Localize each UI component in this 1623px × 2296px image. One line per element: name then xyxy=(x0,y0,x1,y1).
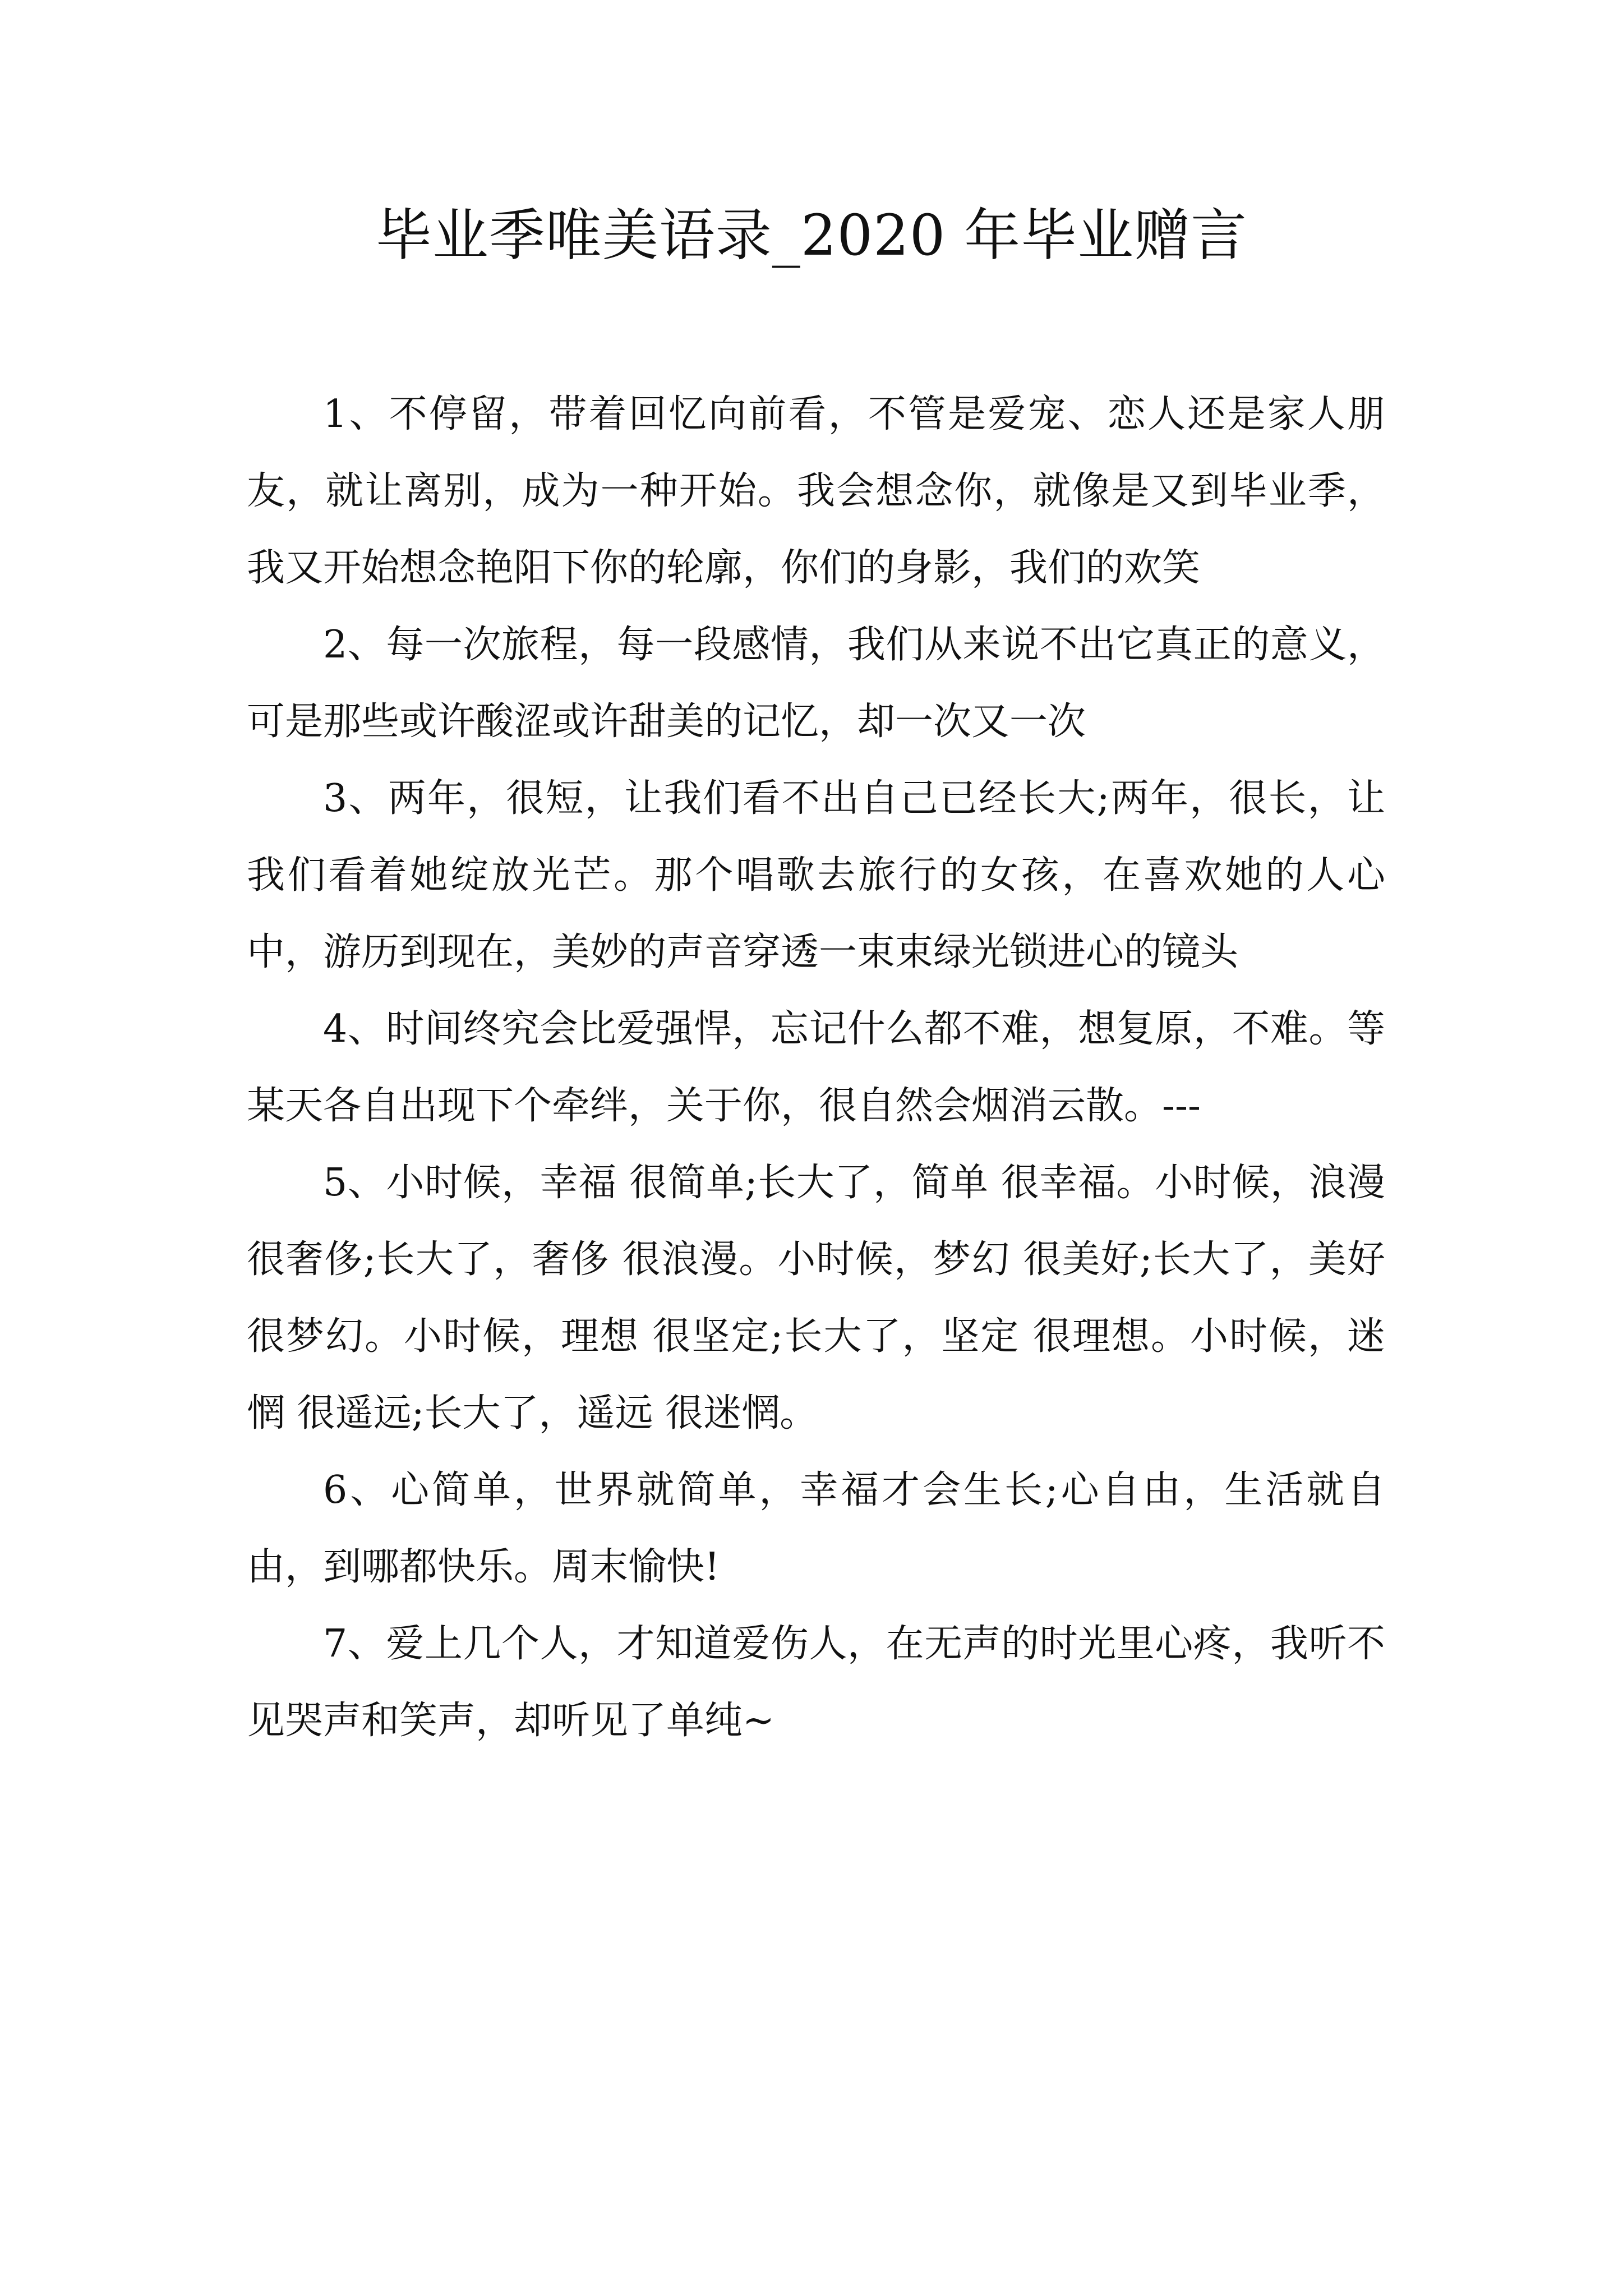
quote-paragraph-7: 7、爱上几个人，才知道爱伤人，在无声的时光里心疼，我听不见哭声和笑声，却听见了单纯~ xyxy=(247,1622,1385,1743)
quote-paragraph-1: 1、不停留，带着回忆向前看，不管是爱宠、恋人还是家人朋友，就让离别，成为一种开始。我会想念你，就像是又到毕业季，我又开始想念艳阳下你的轮廓，你们的身影，我们的欢笑 xyxy=(247,392,1385,590)
document-body xyxy=(247,376,1410,1759)
quote-paragraph-3: 3、两年，很短，让我们看不出自己已经长大;两年，很长，让我们看着她绽放光芒。那个唱歌去旅行的女孩，在喜欢她的人心中，游历到现在，美妙的声音穿透一束束绿光锁进心的镜头 xyxy=(247,776,1385,974)
quote-paragraph-5: 5、小时候，幸福 很简单;长大了，简单 很幸福。小时候，浪漫 很奢侈;长大了，奢侈 很浪漫。小时候，梦幻 很美好;长大了，美好 很梦幻。小时候，理想 很坚定;长大了，坚定 很理想。小时候，迷惘 很遥远;长大了，遥远 很迷惘。 xyxy=(247,1161,1398,1435)
quote-paragraph-4: 4、时间终究会比爱强悍，忘记什么都不难，想复原，不难。等某天各自出现下个牵绊，关于你，很自然会烟消云散。--- xyxy=(247,1007,1385,1128)
document-title: 毕业季唯美语录_2020 年毕业赠言 xyxy=(375,203,1248,268)
quote-paragraph-6: 6、心简单，世界就简单，幸福才会生长;心自由，生活就自由，到哪都快乐。周末愉快! xyxy=(247,1468,1385,1589)
quote-paragraph-2: 2、每一次旅程，每一段感情，我们从来说不出它真正的意义， 可是那些或许酸涩或许甜美的记忆，却一次又一次 xyxy=(247,623,1410,744)
